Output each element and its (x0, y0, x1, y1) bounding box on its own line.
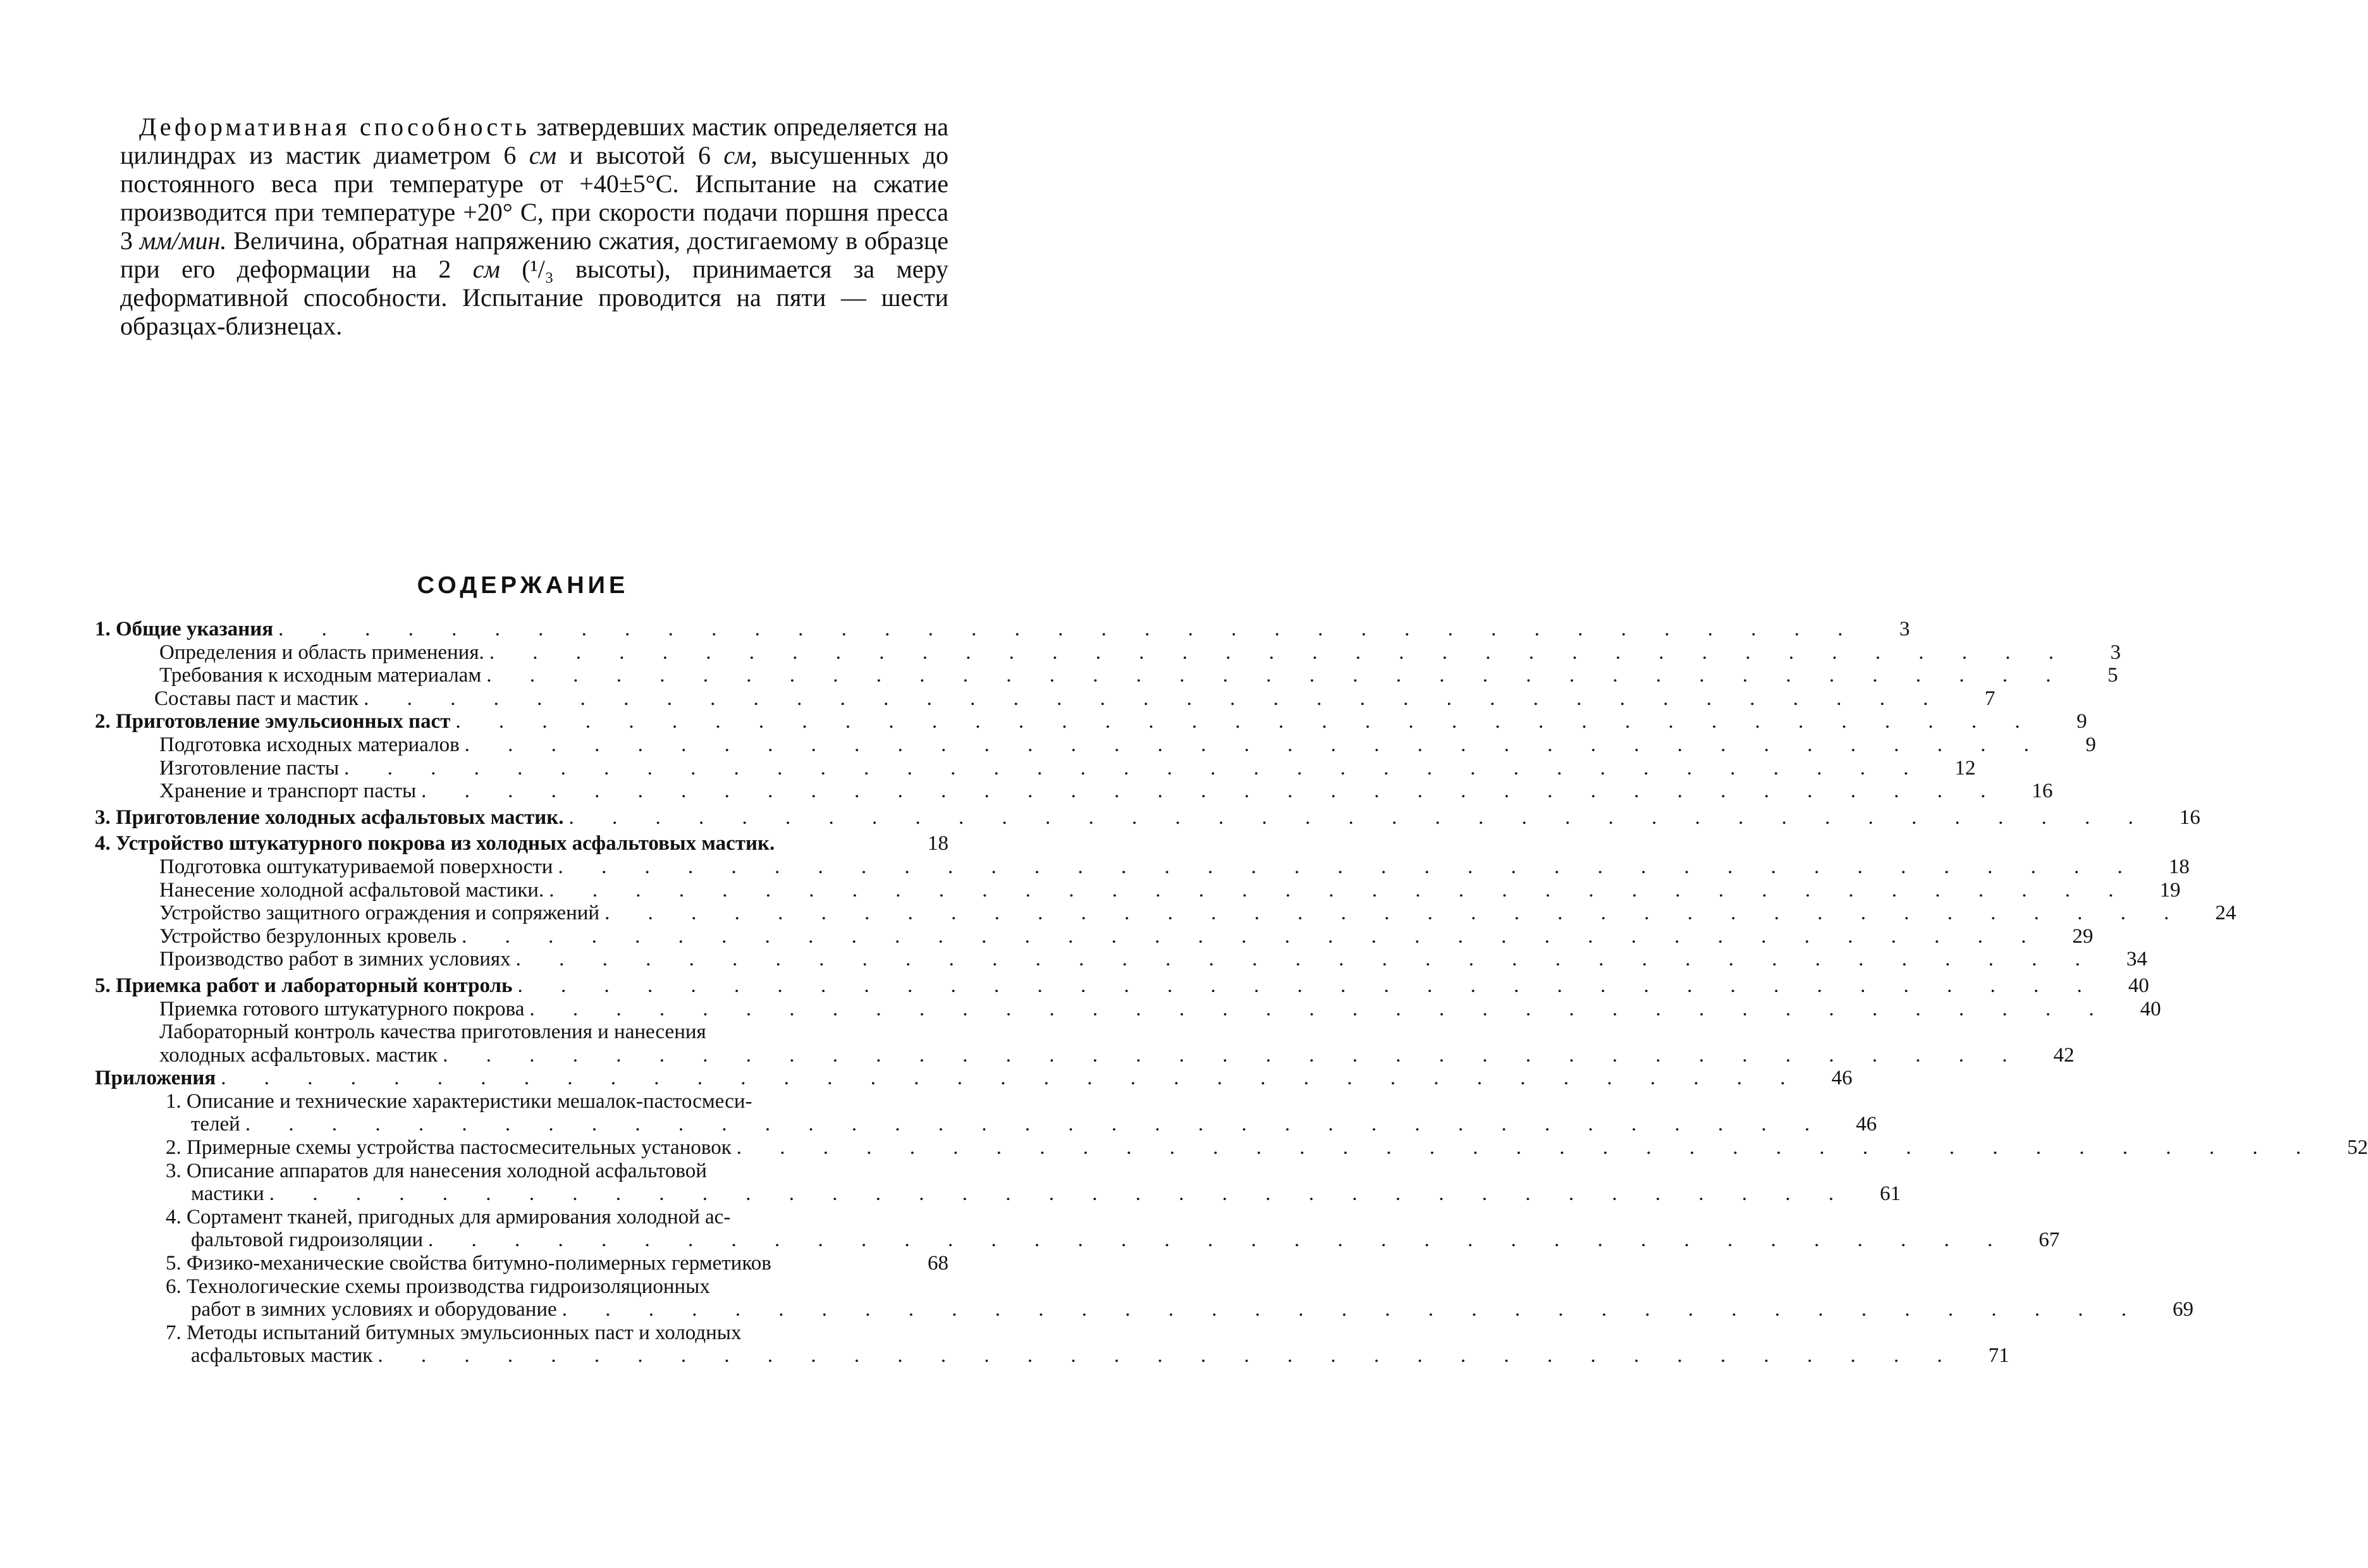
toc-entry-page: 40 (2140, 997, 2161, 1020)
toc-entry-label-line2: холодных асфальтовых. мастик (159, 1043, 438, 1067)
toc-leader-dots: . . . . . . . . . . . . . . . . . . . . . . . . . . . . . . . . . . . . . (377, 1344, 1959, 1368)
toc-entry-page: 46 (1856, 1113, 1877, 1136)
toc-entry-section[interactable] (95, 1067, 1853, 1090)
toc-entry-page: 61 (1879, 1182, 1901, 1206)
toc-entry-label: 4. Устройство штукатурного покрова из холодных асфальтовых мастик. (95, 832, 775, 855)
toc-entry-page: 16 (2032, 780, 2053, 803)
toc-leader-dots: . . . . . . . . . . . . . . . . . . . . . . . . . . . . . . . . . . . . . (515, 948, 2097, 971)
toc-entry-label-line1: 1. Описание и технические характеристики мешалок-пастосмеси- (166, 1089, 752, 1113)
toc-entry-label-line2: фальтовой гидроизоляции (191, 1228, 424, 1252)
toc-entry-label-line1: Лабораторный контроль качества приготовления и нанесения (159, 1020, 706, 1044)
toc-entry-page: 16 (2179, 805, 2200, 829)
toc-entry-label: Нанесение холодной асфальтовой мастики. (159, 878, 544, 902)
toc-appendix-multiline[interactable] (95, 1321, 2009, 1368)
toc-entry-subsection[interactable] (95, 948, 2147, 971)
toc-entry-subsection[interactable] (95, 855, 2190, 879)
toc-entry-label: Определения и область применения. (159, 640, 484, 664)
toc-entry-page: 42 (2053, 1043, 2075, 1067)
toc-leader-dots: . . . . . . . . . . . . . . . . . . . . . . . . . . . . . . . . . . . . . (455, 710, 2037, 733)
toc-leader-dots: . . . . . . . . . . . . . . . . . . . . . . . . . . . . . . . . . . . . . (245, 1113, 1827, 1136)
toc-entry-page: 40 (2128, 974, 2149, 997)
toc-leader-dots: . . . . . . . . . . . . . . . . . . . . . . . . . . . . . . . . . . . . . (278, 618, 1860, 640)
toc-entry-page: 19 (2159, 878, 2181, 902)
toc-leader-dots: . . . . . . . . . . . . . . . . . . . . . . . . . . . . . . . . . . . . . (443, 1043, 2024, 1067)
toc-leader-dots: . . . . . . . . . . . . . . . . . . . . . . . . . . . . . . . . . . . . . (462, 924, 2043, 948)
toc-entry-page: 5 (2107, 664, 2118, 687)
toc-entry-label: Приемка готового штукатурного покрова (159, 997, 525, 1020)
toc-entry-section[interactable] (95, 805, 2200, 830)
toc-leader-dots: . . . . . . . . . . . . . . . . . . . . . . . . . . . . . . . . . . . . . (558, 855, 2139, 878)
toc-entry-page: 18 (928, 832, 948, 855)
toc-entry-page: 67 (2039, 1228, 2060, 1252)
toc-leader-dots: . . . . . . . . . . . . . . . . . . . . . . . . . . . . . . . . . . . . . (364, 687, 1945, 710)
toc-entry-page: 12 (1954, 756, 1976, 780)
toc-entry-subsection[interactable] (95, 733, 2096, 757)
intro-text: и высотой 6 (556, 141, 724, 169)
table-of-contents (95, 618, 2368, 1368)
toc-entry-page: 9 (2077, 710, 2087, 733)
toc-entry-label: 3. Приготовление холодных асфальтовых мастик. (95, 805, 564, 829)
toc-entry-label: Устройство безрулонных кровель (159, 924, 457, 948)
toc-entry-label-line1: 4. Сортамент тканей, пригодных для армирования холодной ас- (166, 1205, 731, 1228)
toc-entry-page: 24 (2215, 902, 2236, 925)
intro-lead: Деформативная способность (139, 113, 531, 141)
toc-entry-page: 34 (2126, 948, 2147, 971)
toc-entry-label: Составы паст и мастик (154, 687, 359, 710)
intro-text: (¹/₃ высоты), принимается за меру деформативной способности. Испытание проводится на пяти — шести образцах-близнецах. (120, 255, 948, 340)
toc-entry-label-line2: телей (191, 1113, 240, 1136)
toc-entry-label: Подготовка оштукатуриваемой поверхности (159, 855, 553, 878)
toc-appendix[interactable] (95, 1136, 2368, 1160)
toc-entry-label-line1: 7. Методы испытаний битумных эмульсионных паст и холодных (166, 1321, 742, 1344)
toc-entry-subsection[interactable] (95, 780, 2053, 803)
toc-entry-label: 2. Примерные схемы устройства пастосмесительных установок (166, 1136, 732, 1160)
toc-entry-label: 5. Физико-механические свойства битумно-полимерных герметиков (166, 1252, 771, 1275)
toc-leader-dots: . . . . . . . . . . . . . . . . . . . . . . . . . . . . . . . . . . . . . (221, 1067, 1802, 1090)
intro-text: затвердевших мастик определяется на цилиндрах из мастик диаметром 6 (120, 113, 948, 169)
toc-entry-subsection[interactable] (95, 756, 1976, 780)
toc-entry-subsection[interactable] (95, 902, 2236, 925)
toc-appendix[interactable] (95, 1252, 948, 1275)
toc-leader-dots: . . . . . . . . . . . . . . . . . . . . . . . . . . . . . . . . . . . . . (486, 664, 2068, 687)
toc-leader-dots: . . . . . . . . . . . . . . . . . . . . . . . . . . . . . . . . . . . . . (421, 780, 2003, 803)
toc-leader-dots: . . . . . . . . . . . . . . . . . . . . . . . . . . . . . . . . . . . . . (568, 805, 2150, 829)
toc-leader-dots: . . . . . . . . . . . . . . . . . . . . . . . . . . . . . . . . . . . . . (269, 1182, 1850, 1206)
toc-appendix-multiline[interactable] (95, 1089, 1877, 1136)
toc-entry-label-line2: мастики (191, 1182, 264, 1206)
toc-entry-subsection[interactable] (95, 997, 2161, 1021)
toc-entry-subsection[interactable] (95, 664, 2118, 687)
intro-paragraph (120, 113, 948, 340)
toc-entry-subsection[interactable] (95, 687, 1996, 711)
toc-entry-section[interactable] (95, 832, 948, 855)
toc-entry-subsection[interactable] (95, 640, 2121, 665)
intro-unit: см (529, 141, 557, 169)
toc-entry-label: Изготовление пасты (159, 756, 340, 780)
toc-entry-label: Приложения (95, 1067, 216, 1090)
toc-appendix-multiline[interactable] (95, 1205, 2060, 1252)
toc-entry-label: Требования к исходным материалам (159, 664, 482, 687)
toc-entry-subsection[interactable] (95, 878, 2181, 902)
toc-entry-subsection[interactable] (95, 924, 2094, 948)
toc-leader-dots: . . . . . . . . . . . . . . . . . . . . . . . . . . . . . . . . . . . . . (489, 640, 2071, 664)
toc-appendix-multiline[interactable] (95, 1275, 2193, 1321)
toc-entry-page: 9 (2085, 733, 2096, 756)
toc-entry-label-line1: 3. Описание аппаратов для нанесения холодной асфальтовой (166, 1159, 707, 1182)
toc-entry-label-line2: работ в зимних условиях и оборудование (191, 1298, 557, 1321)
toc-appendix-multiline[interactable] (95, 1159, 1901, 1206)
toc-leader-dots: . . . . . . . . . . . . . . . . . . . . . . . . . . . . . . . . . . . . . (517, 974, 2099, 997)
toc-entry-page: 18 (2168, 855, 2190, 878)
toc-leader-dots: . . . . . . . . . . . . . . . . . . . . . . . . . . . . . . . . . . . . . (604, 902, 2186, 925)
toc-entry-page: 3 (1899, 618, 1910, 640)
toc-leader-dots: . . . . . . . . . . . . . . . . . . . . . . . . . . . . . . . . . . . . . (344, 756, 1925, 780)
toc-entry-section[interactable] (95, 710, 2087, 733)
toc-entry-page: 69 (2172, 1298, 2193, 1321)
toc-entry-page: 7 (1984, 687, 1996, 710)
intro-unit: мм/мин. (139, 226, 227, 255)
toc-entry-label: Устройство защитного ограждения и сопряжений (159, 902, 600, 925)
toc-entry-label: 1. Общие указания (95, 618, 274, 640)
toc-leader-dots: . . . . . . . . . . . . . . . . . . . . . . . . . . . . . . . . . . . . . (736, 1136, 2317, 1160)
toc-entry-label-line1: 6. Технологические схемы производства гидроизоляционных (166, 1275, 710, 1298)
toc-entry-label: 5. Приемка работ и лабораторный контроль (95, 974, 513, 997)
toc-entry-page: 3 (2110, 640, 2121, 664)
toc-entry-page: 29 (2072, 924, 2094, 948)
intro-unit: см, (723, 141, 758, 169)
intro-text: высушенных до постоянного веса при температуре от +40±5°C. Испытание на сжатие производится при температуре +20° C, при скорости подачи поршня пресса 3 (120, 141, 948, 255)
toc-entry-section[interactable] (95, 618, 1910, 641)
toc-entry-label: Подготовка исходных материалов (159, 733, 460, 756)
toc-entry-label-line2: асфальтовых мастик (191, 1344, 373, 1368)
toc-entry-label: Хранение и транспорт пасты (159, 780, 417, 803)
toc-entry-page: 68 (928, 1252, 948, 1275)
toc-leader-dots: . . . . . . . . . . . . . . . . . . . . . . . . . . . . . . . . . . . . . (428, 1228, 2009, 1252)
toc-entry-subsection-multiline[interactable] (95, 1020, 2075, 1067)
toc-entry-section[interactable] (95, 974, 2149, 998)
toc-entry-page: 71 (1988, 1344, 2009, 1368)
toc-leader-dots: . . . . . . . . . . . . . . . . . . . . . . . . . . . . . . . . . . . . . (561, 1298, 2143, 1321)
toc-leader-dots: . . . . . . . . . . . . . . . . . . . . . . . . . . . . . . . . . . . . . (464, 733, 2046, 756)
toc-entry-label: 2. Приготовление эмульсионных паст (95, 710, 451, 733)
toc-entry-label: Производство работ в зимних условиях (159, 948, 511, 971)
toc-entry-page: 46 (1831, 1067, 1853, 1090)
toc-leader-dots: . . . . . . . . . . . . . . . . . . . . . . . . . . . . . . . . . . . . . (529, 997, 2111, 1020)
intro-text: Величина, обратная напряжению сжатия, достигаемому в образце при его деформации на 2 (120, 226, 948, 283)
toc-entry-page: 52 (2347, 1136, 2368, 1160)
toc-title: СОДЕРЖАНИЕ (417, 572, 629, 599)
toc-leader-dots: . . . . . . . . . . . . . . . . . . . . . . . . . . . . . . . . . . . . . (549, 878, 2130, 902)
intro-unit: см (472, 255, 500, 283)
